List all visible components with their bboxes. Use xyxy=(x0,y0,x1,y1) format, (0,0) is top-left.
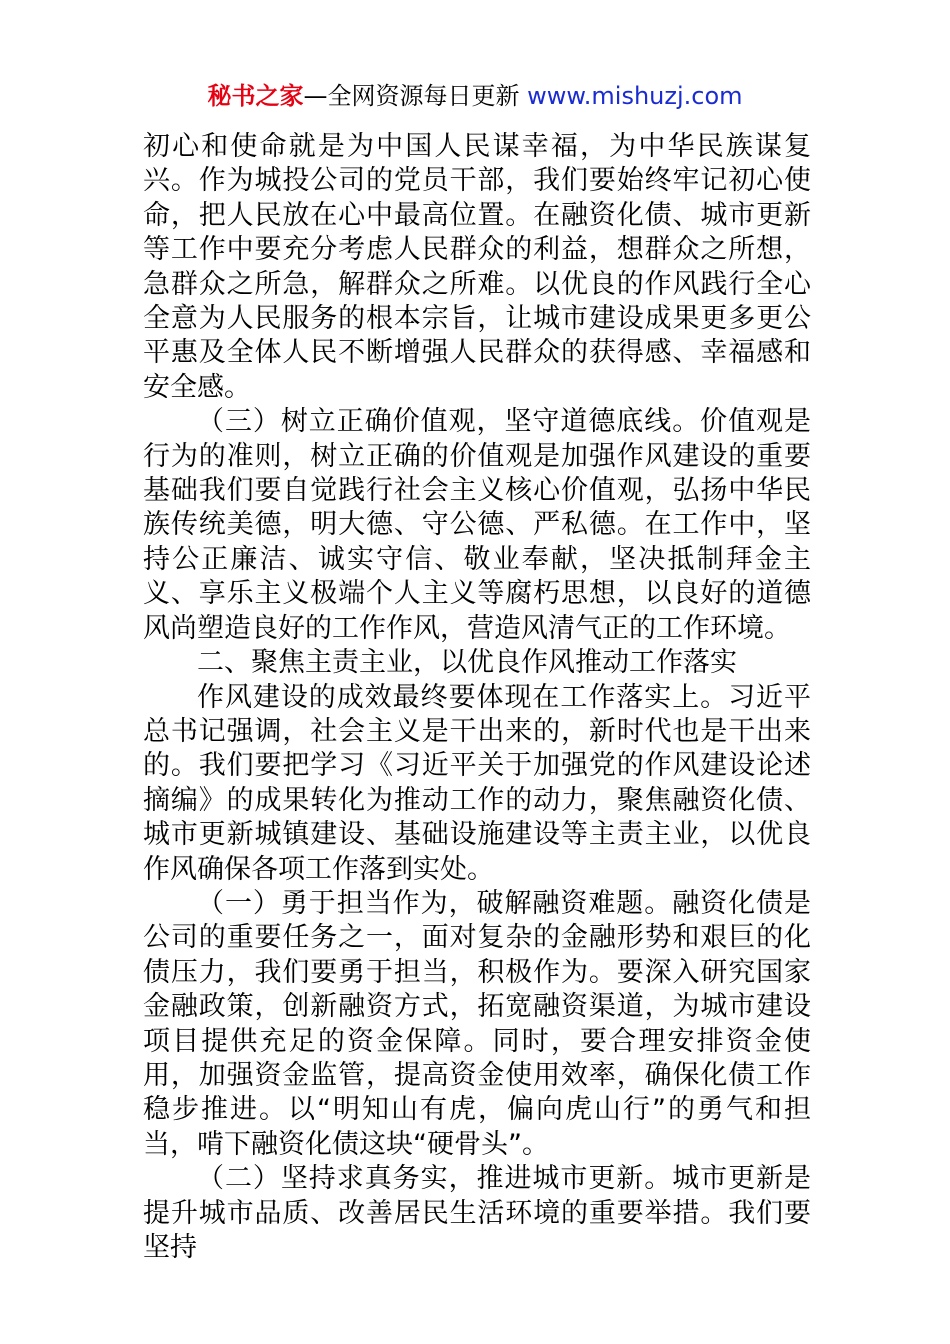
page-header xyxy=(0,80,950,112)
site-name: 秘书之家 xyxy=(207,82,304,110)
paragraph-2: （三）树立正确价值观，坚守道德底线。价值观是行为的准则，树立正确的价值观是加强作风建设的重要基础我们要自觉践行社会主义核心价值观，弘扬中华民族传统美德，明大德、守公德、严私德。在工作中，坚持公正廉洁、诚实守信、敬业奉献，坚决抵制拜金主义、享乐主义极端个人主义等腐朽思想，以良好的道德风尚塑造良好的工作作风，营造风清气正的工作环境。 xyxy=(143,406,811,644)
paragraph-4: （一）勇于担当作为，破解融资难题。融资化债是公司的重要任务之一，面对复杂的金融形势和艰巨的化债压力，我们要勇于担当，积极作为。要深入研究国家金融政策，创新融资方式，拓宽融资渠道，为城市建设项目提供充足的资金保障。同时，要合理安排资金使用，加强资金监管，提高资金使用效率，确保化债工作稳步推进。以“明知山有虎，偏向虎山行”的勇气和担当，啃下融资化债这块“硬骨头”。 xyxy=(143,887,811,1160)
section-heading-2: 二、聚焦主责主业，以优良作风推动工作落实 xyxy=(197,647,737,679)
paragraph-1: 初心和使命就是为中国人民谋幸福，为中华民族谋复兴。作为城投公司的党员干部，我们要始终牢记初心使命，把人民放在心中最高位置。在融资化债、城市更新等工作中要充分考虑人民群众的利益，想群众之所想，急群众之所急，解群众之所难。以优良的作风践行全心全意为人民服务的根本宗旨，让城市建设成果更多更公平惠及全体人民不断增强人民群众的获得感、幸福感和安全感。 xyxy=(143,131,811,403)
paragraph-5: （二）坚持求真务实，推进城市更新。城市更新是提升城市品质、改善居民生活环境的重要举措。我们要坚持 xyxy=(143,1163,811,1263)
document-body xyxy=(143,130,811,1265)
paragraph-3: 作风建设的成效最终要体现在工作落实上。习近平总书记强调，社会主义是干出来的，新时代也是干出来的。我们要把学习《习近平关于加强党的作风建设论述摘编》的成果转化为推动工作的动力，聚焦融资化债、城市更新城镇建设、基础设施建设等主责主业，以优良作风确保各项工作落到实处。 xyxy=(143,681,811,885)
site-url-link[interactable]: www.mishuzj.com xyxy=(527,82,743,110)
header-tagline: —全网资源每日更新 xyxy=(303,82,528,110)
